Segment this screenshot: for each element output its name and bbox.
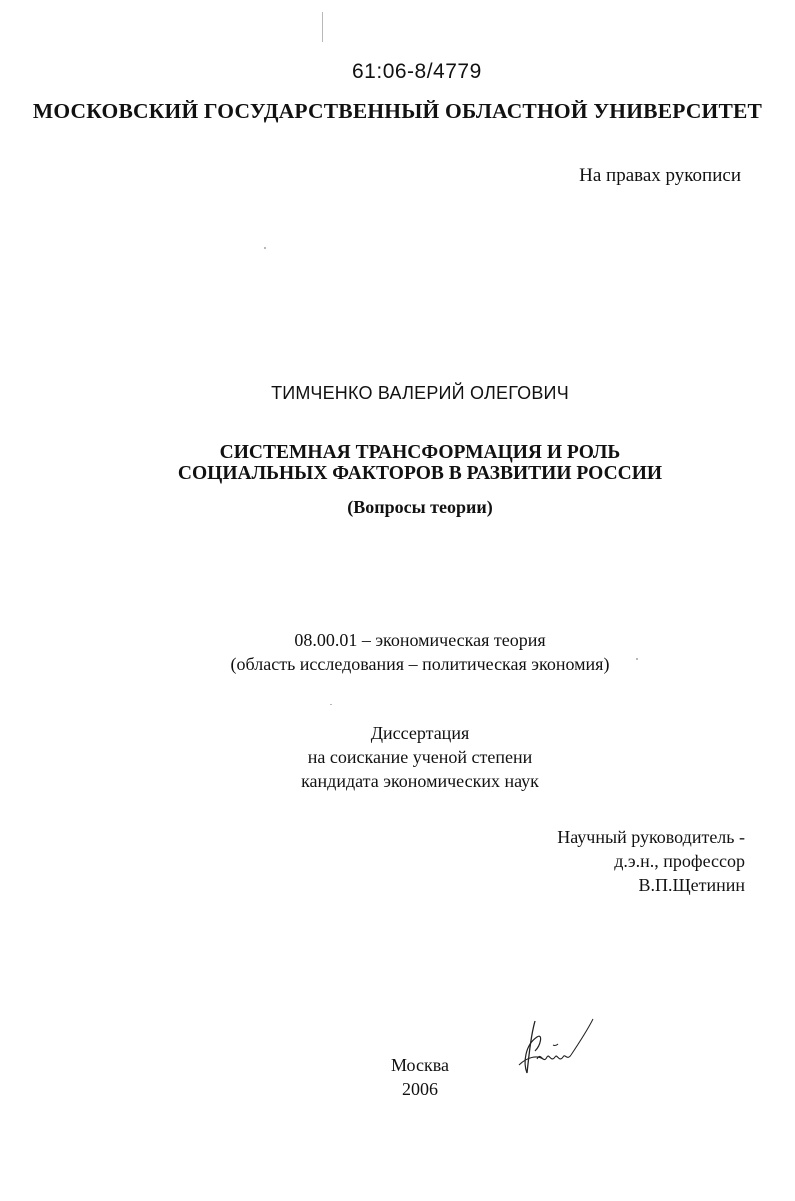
signature-icon <box>513 1015 595 1081</box>
title-subtitle: (Вопросы теории) <box>347 497 493 517</box>
scan-speck <box>322 12 323 42</box>
manuscript-rights-note: На правах рукописи <box>579 165 741 186</box>
specialty-area: (область исследования – политическая экономия) <box>230 654 610 674</box>
supervisor-label: Научный руководитель - <box>557 827 745 847</box>
title-line-1: СИСТЕМНАЯ ТРАНСФОРМАЦИЯ И РОЛЬ <box>219 442 621 463</box>
supervisor-name: В.П.Щетинин <box>638 875 745 895</box>
year: 2006 <box>402 1079 438 1099</box>
document-code: 61:06-8/4779 <box>352 60 482 83</box>
scan-speck <box>330 704 332 705</box>
supervisor-degree: д.э.н., профессор <box>614 851 745 871</box>
university-name: МОСКОВСКИЙ ГОСУДАРСТВЕННЫЙ ОБЛАСТНОЙ УНИВЕРСИТЕТ <box>32 99 763 123</box>
dissertation-label: Диссертация <box>370 723 470 743</box>
dissertation-purpose: на соискание ученой степени <box>307 747 533 767</box>
specialty-code: 08.00.01 – экономическая теория <box>294 630 546 650</box>
author-name: ТИМЧЕНКО ВАЛЕРИЙ ОЛЕГОВИЧ <box>271 383 569 403</box>
dissertation-degree: кандидата экономических наук <box>301 771 539 791</box>
city: Москва <box>391 1055 449 1075</box>
title-line-2: СОЦИАЛЬНЫХ ФАКТОРОВ В РАЗВИТИИ РОССИИ <box>177 463 663 484</box>
scan-speck <box>636 658 638 660</box>
scan-speck <box>264 247 266 249</box>
